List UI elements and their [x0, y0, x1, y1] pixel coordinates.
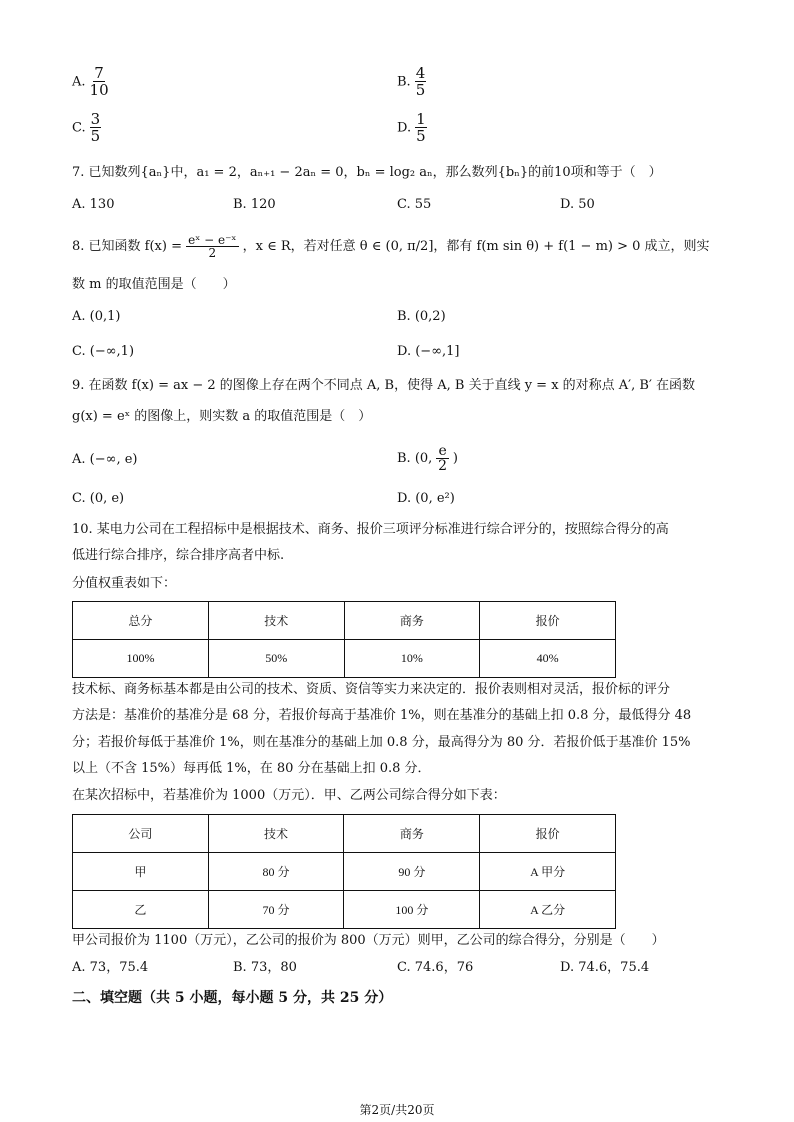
- scores-cell: A 乙分: [480, 891, 616, 929]
- q9-option-b: B. (0, $\frac{e}{2}$ ): [397, 443, 458, 474]
- q10-question: 甲公司报价为 1100（万元），乙公司的报价为 800（万元）则甲，乙公司的综合得分，分别是（ ）: [72, 933, 665, 948]
- q9-option-d: D. (0, e²): [397, 491, 455, 506]
- q8-option-a: A. (0,1): [72, 309, 121, 324]
- q10-option-a: A. 73，75.4: [72, 960, 149, 975]
- q10-stem-line1: 10. 某电力公司在工程招标中是根据技术、商务、报价三项评分标准进行综合评分的，按照综合得分的高: [72, 522, 669, 537]
- q10-option-c: C. 74.6，76: [397, 960, 474, 975]
- weights-value-cell: 10%: [344, 640, 480, 678]
- scores-header-cell: 技术: [208, 815, 344, 853]
- section-title: 二、填空题（共 5 小题，每小题 5 分，共 25 分）: [72, 990, 393, 1006]
- q8-option-c: C. (−∞,1): [72, 344, 135, 359]
- scores-cell: 80 分: [208, 853, 344, 891]
- q10-para-line: 分；若报价每低于基准价 1%，则在基准分的基础上加 0.8 分，最高得分为 80 分．若报价低于基准价 15%: [72, 735, 691, 750]
- weights-value-cell: 40%: [480, 640, 616, 678]
- scores-cell: 70 分: [208, 891, 344, 929]
- scores-header-cell: 公司: [73, 815, 209, 853]
- scores-header-cell: 报价: [480, 815, 616, 853]
- scores-cell: A 甲分: [480, 853, 616, 891]
- q7-option-a: A. 130: [72, 197, 115, 212]
- q9-option-a: A. (−∞, e): [72, 452, 138, 467]
- q10-para-line: 以上（不含 15%）每再低 1%，在 80 分在基础上扣 0.8 分．: [72, 761, 431, 776]
- q6-option-a: A. $\frac{7}{10}$: [72, 64, 109, 99]
- q7-stem: 7. 已知数列{aₙ}中，a₁ = 2，aₙ₊₁ − 2aₙ = 0，bₙ = log₂ aₙ，那么数列{bₙ}的前10项和等于（ ）: [72, 165, 662, 180]
- q6-option-d: D. $\frac{1}{5}$: [397, 110, 426, 145]
- q10-option-d: D. 74.6，75.4: [560, 960, 650, 975]
- q7-option-d: D. 50: [560, 197, 595, 212]
- q8-option-d: D. (−∞,1]: [397, 344, 460, 359]
- scores-cell: 90 分: [344, 853, 480, 891]
- scores-table: [72, 814, 616, 929]
- weights-value-cell: 100%: [73, 640, 209, 678]
- q7-option-c: C. 55: [397, 197, 432, 212]
- q8-stem-line1: 8. 已知函数 f(x) = $\frac{\text{eˣ − e⁻ˣ}}{2}$ ，x ∈ R，若对任意 θ ∈ (0, π/2]，都有 f(m sin θ) + f(1 − m) > 0 成立，则实: [72, 233, 710, 260]
- weights-table: [72, 601, 616, 678]
- q9-stem-line1: 9. 在函数 f(x) = ax − 2 的图像上存在两个不同点 A, B，使得 A, B 关于直线 y = x 的对称点 A′, B′ 在函数: [72, 378, 696, 393]
- q6-option-c: C. $\frac{3}{5}$: [72, 110, 101, 145]
- weights-header-cell: 商务: [344, 602, 480, 640]
- q10-stem-line2: 低进行综合排序，综合排序高者中标.: [72, 548, 285, 563]
- scores-cell: 100 分: [344, 891, 480, 929]
- table-row: [73, 853, 616, 891]
- weights-value-cell: 50%: [208, 640, 344, 678]
- page-footer: 第2页/共20页: [359, 1103, 435, 1117]
- q8-option-b: B. (0,2): [397, 309, 446, 324]
- q6-option-b: B. $\frac{4}{5}$: [397, 64, 426, 99]
- q9-stem-line2: g(x) = eˣ 的图像上，则实数 a 的取值范围是（ ）: [72, 409, 372, 424]
- scores-intro: 在某次招标中，若基准价为 1000（万元）．甲、乙两公司综合得分如下表：: [72, 788, 506, 803]
- weights-header-cell: 技术: [208, 602, 344, 640]
- weights-header-cell: 总分: [73, 602, 209, 640]
- scores-header-cell: 商务: [344, 815, 480, 853]
- q10-para-line: 技术标、商务标基本都是由公司的技术、资质、资信等实力来决定的．报价表则相对灵活，报价标的评分: [72, 682, 671, 697]
- q8-stem-line2: 数 m 的取值范围是（ ）: [72, 277, 236, 292]
- table-row: [73, 891, 616, 929]
- scores-cell: 甲: [73, 853, 209, 891]
- weights-header-cell: 报价: [480, 602, 616, 640]
- weights-intro: 分值权重表如下：: [72, 576, 177, 591]
- q10-option-b: B. 73，80: [233, 960, 297, 975]
- q7-option-b: B. 120: [233, 197, 276, 212]
- q9-option-c: C. (0, e): [72, 491, 125, 506]
- q10-para-line: 方法是：基准价的基准分是 68 分，若报价每高于基准价 1%，则在基准分的基础上扣 0.8 分，最低得分 48: [72, 708, 692, 723]
- scores-cell: 乙: [73, 891, 209, 929]
